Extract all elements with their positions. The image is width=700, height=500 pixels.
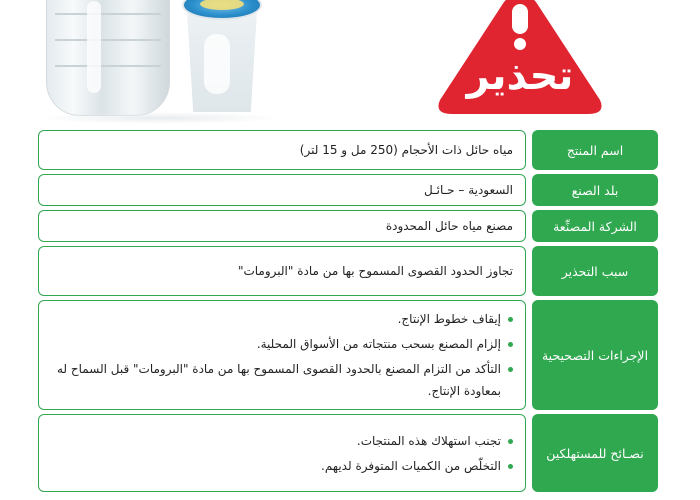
corrective-actions-label: الإجراءات التصحيحية	[532, 300, 658, 410]
consumer-advice-label: نصـائح للمستهلكين	[532, 414, 658, 492]
manufacturer-value: مصنع مياه حائل المحدودة	[38, 210, 526, 242]
row-consumer-advice	[38, 414, 658, 492]
warning-reason-label: سبب التحذير	[532, 246, 658, 296]
product-shadow	[40, 112, 280, 124]
exclamation-bar	[512, 4, 528, 34]
consumer-advice-value	[38, 414, 526, 492]
row-corrective-actions	[38, 300, 658, 410]
water-jug-image	[46, 0, 170, 116]
list-item: إلزام المصنع بسحب منتجاته من الأسواق المحلية.	[51, 333, 513, 355]
product-name-value: مياه حائل ذات الأحجام (250 مل و 15 لتر)	[38, 130, 526, 170]
product-info-table	[38, 130, 658, 496]
row-country	[38, 174, 658, 206]
row-product-name	[38, 130, 658, 170]
product-name-label: اسم المنتج	[532, 130, 658, 170]
warning-reason-value: تجاوز الحدود القصوى المسموح بها من مادة "البرومات"	[38, 246, 526, 296]
water-cup-shine	[204, 34, 230, 94]
list-item: إيقاف خطوط الإنتاج.	[51, 308, 513, 330]
row-manufacturer	[38, 210, 658, 242]
corrective-actions-value	[38, 300, 526, 410]
list-item: التأكد من التزام المصنع بالحدود القصوى المسموح بها من مادة "البرومات" قبل السماح له بمعاودة الإنتاج.	[51, 358, 513, 402]
list-item: التخلّص من الكميات المتوفرة لديهم.	[51, 455, 513, 477]
country-label: بلد الصنع	[532, 174, 658, 206]
row-warning-reason	[38, 246, 658, 296]
country-value: السعودية – حـائـل	[38, 174, 526, 206]
manufacturer-label: الشركة المصنِّعة	[532, 210, 658, 242]
list-item: تجنب استهلاك هذه المنتجات.	[51, 430, 513, 452]
consumer-advice-list	[51, 427, 513, 480]
warning-title: تحذير	[466, 53, 574, 99]
corrective-actions-list	[51, 305, 513, 405]
